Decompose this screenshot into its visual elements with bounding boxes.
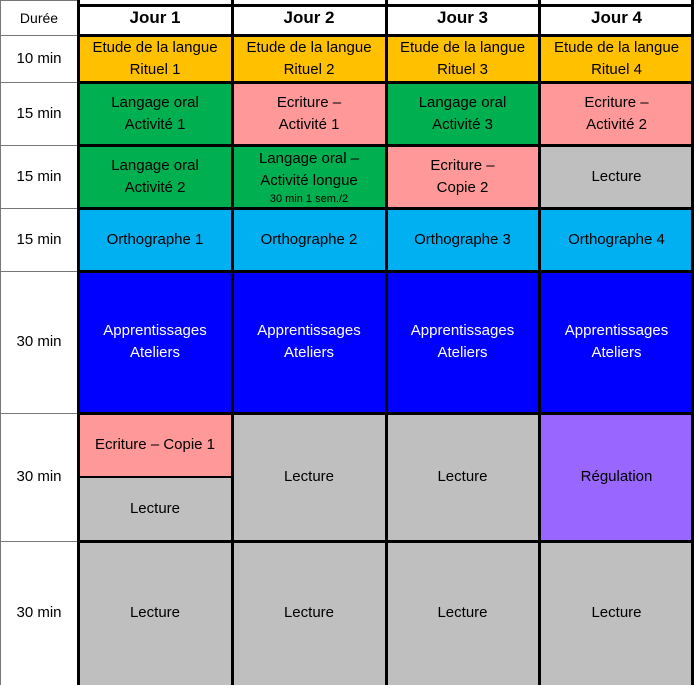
duration-row-2: 15 min [16, 104, 62, 122]
cell-line: Activité 1 [278, 115, 340, 133]
grid-line [0, 35, 78, 36]
cell-lecture-day-2-row-6: Lecture [232, 413, 386, 541]
cell-line: Lecture [591, 167, 642, 185]
grid-line [78, 4, 694, 7]
cell-line: Ateliers [283, 344, 335, 361]
cell-apprentissages-day-2 [232, 271, 386, 413]
cell-line: Activité 2 [586, 115, 647, 133]
cell-orthographe-day-1: Orthographe 1 [78, 208, 232, 271]
cell-lecture-day-3-row-6: Lecture [386, 413, 539, 541]
grid-line [0, 82, 78, 83]
cell-ecriture-copie-day-3 [386, 145, 539, 208]
grid-line [231, 0, 234, 685]
header-day-3: Jour 3 [436, 7, 489, 27]
grid-line [78, 476, 232, 478]
cell-line: Rituel 1 [129, 60, 181, 78]
cell-line: Langage oral [418, 93, 507, 111]
cell-line: Ateliers [437, 344, 488, 361]
cell-line: Apprentissages [103, 322, 207, 339]
cell-rituel-day-2 [232, 35, 386, 82]
cell-langage-oral-day-1-second [78, 145, 232, 208]
cell-ecriture-day-4 [539, 82, 694, 145]
cell-lecture-day-3-row-7: Lecture [386, 541, 539, 685]
cell-apprentissages-day-3 [386, 271, 539, 413]
cell-line: Rituel 3 [437, 60, 488, 78]
cell-orthographe-day-3: Orthographe 3 [386, 208, 539, 271]
cell-apprentissages-day-1 [78, 271, 232, 413]
cell-line: Etude de la langue [553, 38, 680, 56]
cell-ecriture-day-2 [232, 82, 386, 145]
cell-langage-oral-long-day-2 [232, 145, 386, 208]
cell-note: 30 min 1 sem./2 [269, 192, 349, 205]
cell-lecture-day-2-row-7: Lecture [232, 541, 386, 685]
cell-line: Apprentissages [410, 322, 515, 339]
cell-line: Ateliers [591, 344, 642, 361]
cell-ecriture-copie-day-1: Ecriture – Copie 1 [78, 413, 232, 477]
cell-line: Etude de la langue [92, 38, 218, 56]
cell-line: Activité 3 [432, 115, 493, 133]
grid-line [78, 412, 694, 415]
duration-row-4: 15 min [16, 230, 62, 248]
duration-row-3: 15 min [16, 167, 62, 185]
grid-line [0, 271, 78, 272]
cell-lecture-day-4-row-3 [539, 145, 694, 208]
cell-langage-oral-day-1 [78, 82, 232, 145]
cell-line: Apprentissages [564, 322, 669, 339]
header-day-4: Jour 4 [590, 7, 643, 27]
cell-rituel-day-1 [78, 35, 232, 82]
grid-line [78, 34, 694, 37]
cell-line: Copie 2 [436, 178, 489, 196]
grid-line [0, 413, 78, 414]
cell-rituel-day-4 [539, 35, 694, 82]
grid-line [78, 81, 694, 84]
cell-line: Activité 1 [124, 115, 186, 133]
cell-langage-oral-day-3 [386, 82, 539, 145]
grid-line [77, 0, 80, 685]
duration-row-7: 30 min [16, 604, 62, 621]
grid-line [385, 0, 388, 685]
cell-lecture-day-1-row-7: Lecture [78, 541, 232, 685]
cell-line: Ateliers [129, 344, 181, 361]
cell-line: Ecriture – [276, 93, 342, 111]
cell-line: Langage oral – [258, 149, 360, 167]
cell-line: Etude de la langue [399, 38, 526, 56]
cell-line: Langage oral [111, 156, 199, 174]
cell-lecture-day-4-row-7: Lecture [539, 541, 694, 685]
grid-line [78, 540, 694, 543]
header-day-2: Jour 2 [283, 7, 335, 27]
grid-line [0, 0, 78, 1]
cell-line: Activité longue [260, 171, 358, 189]
header-day-1: Jour 1 [129, 7, 181, 27]
grid-line [0, 541, 78, 542]
duration-row-1: 10 min [16, 49, 62, 67]
grid-line [78, 207, 694, 210]
grid-line [78, 144, 694, 147]
grid-line [0, 145, 78, 146]
cell-line: Ecriture – [430, 156, 495, 174]
cell-line: Rituel 4 [591, 60, 642, 78]
cell-line: Apprentissages [257, 322, 361, 339]
cell-regulation-day-4: Régulation [539, 413, 694, 541]
cell-line: Ecriture – [584, 93, 649, 111]
duration-row-6: 30 min [16, 468, 62, 485]
cell-lecture-day-1-row-6: Lecture [78, 477, 232, 541]
cell-orthographe-day-4: Orthographe 4 [539, 208, 694, 271]
cell-line: Langage oral [111, 93, 199, 111]
header-duration: Durée [19, 9, 59, 26]
duration-row-5: 30 min [16, 333, 62, 350]
cell-line: Etude de la langue [246, 38, 372, 56]
cell-line: Activité 2 [124, 178, 186, 196]
grid-line [78, 270, 694, 273]
cell-apprentissages-day-4 [539, 271, 694, 413]
grid-line [0, 0, 1, 685]
cell-line: Rituel 2 [283, 60, 335, 78]
grid-line [538, 0, 541, 685]
cell-orthographe-day-2: Orthographe 2 [232, 208, 386, 271]
cell-rituel-day-3 [386, 35, 539, 82]
grid-line [0, 208, 78, 209]
